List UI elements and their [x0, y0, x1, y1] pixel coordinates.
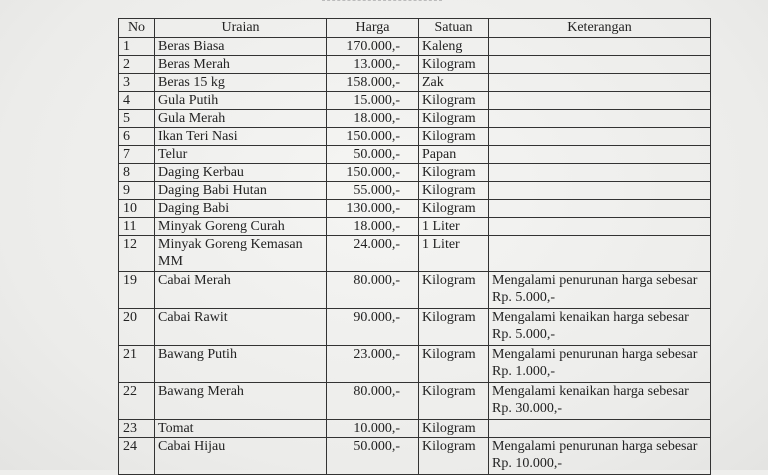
faded-header-line: [322, 0, 442, 3]
table-body: [119, 38, 711, 475]
cell-satuan: Zak: [419, 74, 489, 92]
cell-satuan: Kilogram: [419, 110, 489, 128]
cell-uraian: Ikan Teri Nasi: [155, 128, 327, 146]
table-row: [119, 74, 711, 92]
cell-no: 19: [119, 272, 155, 309]
table-row: [119, 383, 711, 420]
cell-satuan: 1 Liter: [419, 236, 489, 272]
cell-uraian: Beras Biasa: [155, 38, 327, 56]
cell-uraian: Gula Merah: [155, 110, 327, 128]
table-row: [119, 309, 711, 346]
table-header-row: [119, 19, 711, 38]
cell-no: 12: [119, 236, 155, 272]
table-row: [119, 128, 711, 146]
cell-uraian: Telur: [155, 146, 327, 164]
cell-harga: 150.000,-: [327, 164, 419, 182]
cell-keterangan: [489, 110, 711, 128]
table-row: [119, 200, 711, 218]
header-keterangan: Keterangan: [489, 19, 711, 38]
cell-keterangan: Mengalami penurunan harga sebesar Rp. 10.000,-: [489, 438, 711, 475]
table-row: [119, 38, 711, 56]
cell-uraian: Cabai Rawit: [155, 309, 327, 346]
cell-harga: 90.000,-: [327, 309, 419, 346]
header-no: No: [119, 19, 155, 38]
table-row: [119, 218, 711, 236]
cell-keterangan: [489, 128, 711, 146]
cell-keterangan: [489, 218, 711, 236]
cell-satuan: Papan: [419, 146, 489, 164]
cell-harga: 50.000,-: [327, 146, 419, 164]
cell-harga: 80.000,-: [327, 272, 419, 309]
cell-uraian: Tomat: [155, 420, 327, 438]
table-row: [119, 110, 711, 128]
cell-satuan: Kilogram: [419, 56, 489, 74]
cell-harga: 158.000,-: [327, 74, 419, 92]
cell-harga: 23.000,-: [327, 346, 419, 383]
cell-no: 21: [119, 346, 155, 383]
table-row: [119, 182, 711, 200]
cell-no: 23: [119, 420, 155, 438]
cell-no: 6: [119, 128, 155, 146]
cell-satuan: Kilogram: [419, 383, 489, 420]
cell-satuan: Kilogram: [419, 309, 489, 346]
cell-harga: 18.000,-: [327, 110, 419, 128]
cell-uraian: Beras Merah: [155, 56, 327, 74]
cell-harga: 170.000,-: [327, 38, 419, 56]
table-row: [119, 272, 711, 309]
cell-no: 4: [119, 92, 155, 110]
cell-harga: 13.000,-: [327, 56, 419, 74]
cell-no: 11: [119, 218, 155, 236]
table-row: [119, 438, 711, 475]
table-row: [119, 346, 711, 383]
cell-harga: 24.000,-: [327, 236, 419, 272]
header-satuan: Satuan: [419, 19, 489, 38]
header-uraian: Uraian: [155, 19, 327, 38]
table-row: [119, 92, 711, 110]
cell-satuan: Kilogram: [419, 92, 489, 110]
cell-no: 7: [119, 146, 155, 164]
cell-satuan: Kilogram: [419, 420, 489, 438]
table-row: [119, 236, 711, 272]
cell-satuan: Kilogram: [419, 272, 489, 309]
cell-satuan: Kilogram: [419, 438, 489, 475]
header-harga: Harga: [327, 19, 419, 38]
table-row: [119, 146, 711, 164]
cell-harga: 10.000,-: [327, 420, 419, 438]
cell-keterangan: [489, 182, 711, 200]
cell-keterangan: [489, 146, 711, 164]
cell-uraian: Daging Babi: [155, 200, 327, 218]
cell-uraian: Cabai Merah: [155, 272, 327, 309]
cell-no: 22: [119, 383, 155, 420]
cell-keterangan: [489, 200, 711, 218]
table-row: [119, 164, 711, 182]
cell-keterangan: [489, 74, 711, 92]
table-row: [119, 420, 711, 438]
table-row: [119, 56, 711, 74]
cell-keterangan: [489, 38, 711, 56]
cell-satuan: Kilogram: [419, 182, 489, 200]
cell-no: 10: [119, 200, 155, 218]
cell-satuan: Kilogram: [419, 164, 489, 182]
cell-keterangan: [489, 236, 711, 272]
cell-harga: 50.000,-: [327, 438, 419, 475]
cell-uraian: Bawang Putih: [155, 346, 327, 383]
cell-no: 3: [119, 74, 155, 92]
cell-keterangan: Mengalami kenaikan harga sebesar Rp. 30.000,-: [489, 383, 711, 420]
cell-harga: 18.000,-: [327, 218, 419, 236]
cell-keterangan: Mengalami penurunan harga sebesar Rp. 5.000,-: [489, 272, 711, 309]
cell-satuan: Kilogram: [419, 346, 489, 383]
cell-harga: 55.000,-: [327, 182, 419, 200]
cell-uraian: Minyak Goreng Curah: [155, 218, 327, 236]
cell-no: 20: [119, 309, 155, 346]
cell-satuan: 1 Liter: [419, 218, 489, 236]
cell-satuan: Kilogram: [419, 128, 489, 146]
cell-keterangan: Mengalami kenaikan harga sebesar Rp. 5.000,-: [489, 309, 711, 346]
price-table: [118, 18, 711, 475]
cell-harga: 15.000,-: [327, 92, 419, 110]
cell-no: 5: [119, 110, 155, 128]
cell-uraian: Minyak Goreng Kemasan MM: [155, 236, 327, 272]
cell-keterangan: [489, 164, 711, 182]
cell-keterangan: [489, 92, 711, 110]
cell-uraian: Daging Kerbau: [155, 164, 327, 182]
cell-no: 9: [119, 182, 155, 200]
cell-uraian: Daging Babi Hutan: [155, 182, 327, 200]
cell-harga: 80.000,-: [327, 383, 419, 420]
cell-uraian: Beras 15 kg: [155, 74, 327, 92]
cell-no: 24: [119, 438, 155, 475]
cell-harga: 130.000,-: [327, 200, 419, 218]
cell-satuan: Kaleng: [419, 38, 489, 56]
cell-keterangan: Mengalami penurunan harga sebesar Rp. 1.000,-: [489, 346, 711, 383]
cell-harga: 150.000,-: [327, 128, 419, 146]
cell-no: 2: [119, 56, 155, 74]
cell-no: 8: [119, 164, 155, 182]
cell-keterangan: [489, 420, 711, 438]
cell-uraian: Bawang Merah: [155, 383, 327, 420]
cell-no: 1: [119, 38, 155, 56]
cell-uraian: Gula Putih: [155, 92, 327, 110]
cell-uraian: Cabai Hijau: [155, 438, 327, 475]
cell-satuan: Kilogram: [419, 200, 489, 218]
cell-keterangan: [489, 56, 711, 74]
